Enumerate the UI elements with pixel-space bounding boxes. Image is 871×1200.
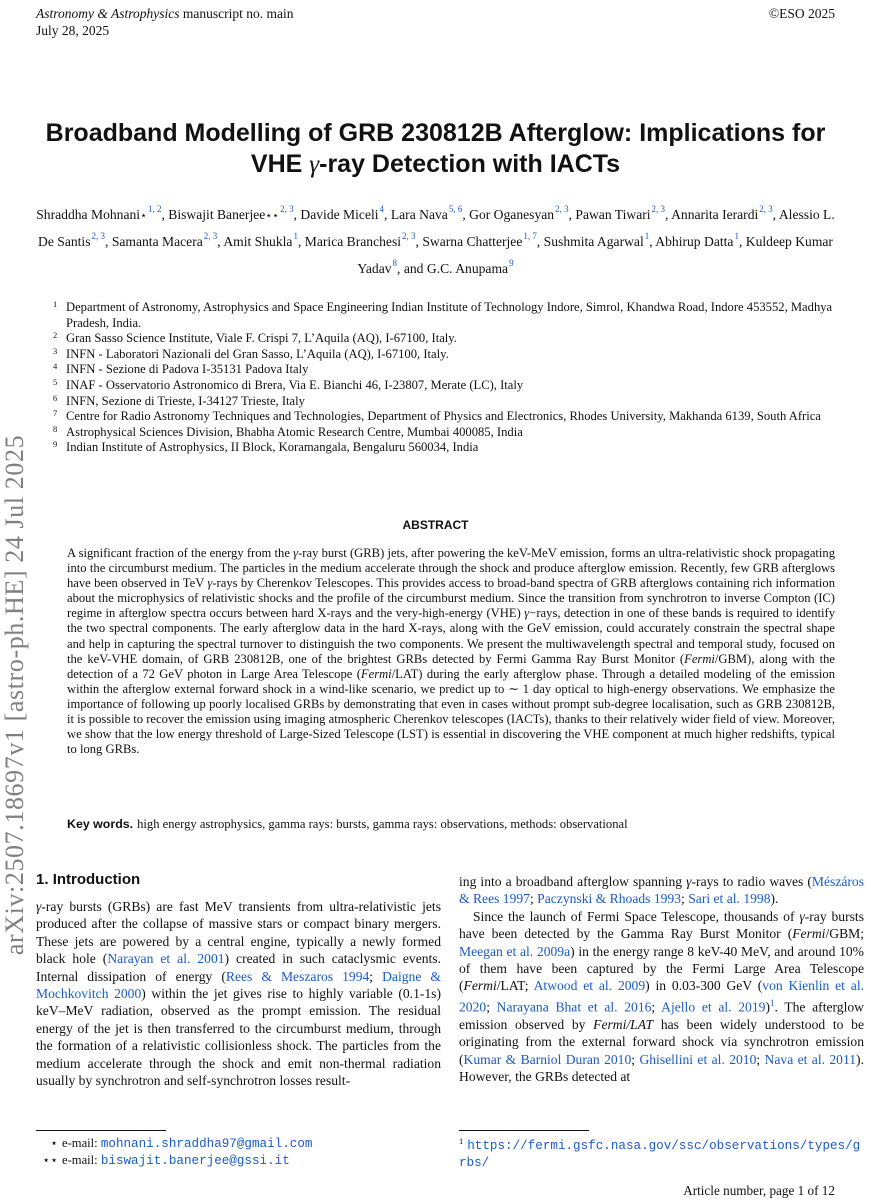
footnote-1 [459, 1133, 864, 1171]
author-name: Annarita Ierardi [671, 207, 759, 222]
citation-link[interactable]: Ghisellini et al. 2010 [639, 1051, 757, 1067]
author-affiliation-link[interactable]: 1, 7 [523, 231, 537, 241]
author: Sushmita Agarwal$^1$, [543, 231, 653, 249]
paper-title [30, 118, 841, 180]
author-name: Lara Nava [390, 207, 448, 222]
keywords-text: high energy astrophysics, gamma rays: bursts, gamma rays: observations, methods: observational [137, 817, 628, 831]
author-name: Kuldeep Kumar Yadav [357, 234, 833, 276]
affiliation [53, 361, 835, 378]
abstract-heading: ABSTRACT [402, 518, 469, 532]
affiliation-text: INFN - Sezione di Padova I-35131 Padova Italy [66, 362, 309, 377]
affiliation [53, 423, 835, 441]
email-footnote [36, 1153, 312, 1170]
affiliation-number: 8 [53, 423, 58, 434]
footnote-ref-link[interactable]: 1 [769, 997, 775, 1008]
author-email-footnotes [36, 1136, 312, 1169]
citation-link[interactable]: Rees & Meszaros 1994 [225, 968, 370, 984]
author: Shraddha Mohnani⋆$^{1, 2}$, [36, 204, 165, 222]
citation-link[interactable]: Ajello et al. 2019 [661, 999, 766, 1015]
affiliation-number: 5 [53, 376, 58, 387]
citation-link[interactable]: Meegan et al. 2009a [459, 943, 571, 959]
author-name: G.C. Anupama [426, 261, 509, 276]
affiliation [53, 392, 835, 410]
keywords [67, 817, 835, 832]
citation-link[interactable]: Atwood et al. 2009 [533, 978, 646, 994]
author-affiliation-link[interactable]: 2, 3 [91, 231, 105, 241]
author-affiliation-link[interactable]: 2, 3 [280, 204, 294, 214]
affiliation-text: INFN, Sezione di Trieste, I-34127 Trieste, Italy [66, 393, 305, 408]
author: Biswajit Banerjee⋆⋆$^{2, 3}$, [168, 204, 297, 222]
author-name: Pawan Tiwari [575, 207, 651, 222]
affiliation-text: INAF - Osservatorio Astronomico di Brera, Via E. Bianchi 46, I-23807, Merate (LC), Italy [66, 377, 524, 392]
author-affiliation-link[interactable]: 2, 3 [402, 231, 416, 241]
affiliation-number: 1 [53, 299, 58, 309]
affiliation [53, 376, 835, 394]
author-affiliation-link[interactable]: 1, 2 [147, 204, 162, 214]
affiliation-number: 6 [53, 392, 58, 403]
affiliation-number: 7 [53, 408, 58, 419]
author-affiliation-link[interactable]: 4 [379, 204, 385, 214]
author-name: Biswajit Banerjee [168, 207, 266, 222]
footnote-url-link[interactable]: https://fermi.gsfc.nasa.gov/ssc/observations/types/grbs/ [459, 1139, 861, 1171]
affiliation-text: Department of Astronomy, Astrophysics and Space Engineering Indian Institute of Technology Indore, Simrol, Khandwa Road, Indore 453552, Madhya Pradesh, India. [66, 300, 833, 330]
author: Kuldeep Kumar Yadav$^8$, and [357, 234, 833, 276]
author-affiliation-link[interactable]: 2, 3 [651, 204, 666, 214]
intro-paragraph-1: γ-ray bursts (GRBs) are fast MeV transients from ultra-relativistic jets produced after the collapse of massive stars or compact binary mergers. These jets are powered by a central engine, typically a newly formed black hole (Narayan et al. 2001) created in such cataclysmic events. Internal dissipation of energy (Rees & Meszaros 1994; Daigne & Mochkovitch 2000) within the jet gives rise to highly variable (0.1-1s) keV–MeV radiation, observed as the prompt emission. The residual energy of the jet is then transferred to the circumburst medium, through the formation of a relativistic collisionless shock. The particles from the medium accelerate through the shock and emit non-thermal radiation usually by synchrotron and self-synchrotron losses result- [36, 899, 442, 1089]
author-affiliation-link[interactable]: 1 [644, 231, 650, 241]
footnote-label: e-mail: [62, 1136, 101, 1150]
author-affiliation-link[interactable]: 2, 3 [203, 231, 218, 241]
author: Samanta Macera$^{2, 3}$, [111, 231, 221, 249]
author: Gor Oganesyan$^{2, 3}$, [469, 204, 572, 222]
journal-name: Astronomy & Astrophysics [36, 6, 180, 21]
author-affiliation-link[interactable]: 5, 6 [448, 204, 463, 214]
author-name: Abhirup Datta [655, 234, 734, 249]
author: Lara Nava$^{5, 6}$, [390, 204, 466, 222]
author-name: Shraddha Mohnani [36, 207, 141, 222]
author-affiliation-link[interactable]: 8 [392, 258, 398, 268]
author-name: Alessio L. De Santis [38, 207, 835, 249]
gamma-symbol: γ [309, 151, 320, 178]
citation-link[interactable]: von Kienlin et al. 2020 [459, 978, 864, 1015]
author-list [36, 202, 835, 283]
footnote-rule [459, 1130, 589, 1131]
citation-link[interactable]: Mészáros & Rees 1997 [459, 874, 864, 907]
footnote-mark: ⋆⋆ [42, 1152, 58, 1167]
author-name: Davide Miceli [300, 207, 379, 222]
manuscript-label: manuscript no. main [182, 6, 294, 21]
affiliation-number: 4 [53, 361, 58, 372]
author: Abhirup Datta$^1$, [655, 231, 743, 249]
running-header [36, 5, 293, 39]
footnote-label: e-mail: [62, 1152, 101, 1167]
author: Pawan Tiwari$^{2, 3}$, [575, 204, 669, 222]
abstract-text: A significant fraction of the energy from the γ-ray burst (GRB) jets, after powering the keV-MeV emission, forms an ultra-relativistic shock propagating into the circumburst medium. The particles in the medium accelerate through the shock and produce afterglow emission. Recently, few GRB afterglows have been observed in TeV γ-rays by Cherenkov Telescopes. This provides access to broad-band spectra of GRB afterglows containing rich information about the microphysics of relativistic shocks and the profile of the circumburst medium. Since the transition from synchrotron to inverse Compton (IC) regime in afterglow spectra occurs between hard X-rays and the very-high-energy (VHE) γ−rays, detection in one of these bands is required to identify the two spectral components. The early afterglow data in the hard X-rays, along with the GeV emission, could accurately constrain the spectral shape and help in capturing the spectral turnover to distinguish the two components. We present the multiwavelength spectral and temporal study, focused on the keV-VHE domain, of GRB 230812B, one of the brightest GRBs detected by Fermi Gamma Ray Burst Monitor (Fermi/GBM), along with the detection of a 72 GeV photon in Large Area Telescope (Fermi/LAT) during the early afterglow phase. Through a detailed modeling of the emission within the afterglow external forward shock in a wind-like scenario, we predict up to ∼ 1 day optical to high-energy observations. We emphasize the importance of following up poorly localised GRBs by demonstrating that even in cases without prompt sub-degree localisation, such as GRB 230812B, it is possible to recover the emission using imaging atmospheric Cherenkov telescopes (IACTs), thanks to their relatively wider field of view. Moreover, we show that the low energy threshold of Large-Sized Telescope (LST) is essential in discovering the VHE component at much higher redshifts, typical to long GRBs. [67, 546, 836, 757]
email-footnote [36, 1136, 312, 1153]
author: Swarna Chatterjee$^{1, 7}$, [422, 231, 541, 249]
email-link[interactable]: mohnani.shraddha97@gmail.com [100, 1137, 313, 1151]
keywords-label: Key words. [67, 817, 134, 831]
affiliation [53, 330, 835, 347]
affiliation [53, 299, 835, 331]
email-link[interactable]: biswajit.banerjee@gssi.it [100, 1153, 290, 1168]
author-affiliation-link[interactable]: 1 [734, 231, 739, 241]
affiliation-text: Astrophysical Sciences Division, Bhabha Atomic Research Centre, Mumbai 400085, India [66, 424, 523, 439]
affiliation [53, 439, 835, 456]
affiliation-text: Centre for Radio Astronomy Techniques and Technologies, Department of Physics and Electronics, Rhodes University, Makhanda 6139, South Africa [66, 409, 821, 424]
author-name: Amit Shukla [223, 234, 293, 249]
citation-link[interactable]: Narayana Bhat et al. 2016 [496, 999, 652, 1015]
title-line-1: Broadband Modelling of GRB 230812B Afterglow: Implications for [45, 119, 826, 147]
citation-link[interactable]: Narayan et al. 2001 [107, 951, 225, 967]
affiliation-text: Gran Sasso Science Institute, Viale F. Crispi 7, L’Aquila (AQ), I-67100, Italy. [66, 331, 457, 346]
author: Amit Shukla$^1$, [223, 231, 302, 249]
footnote-mark: ⋆ [50, 1136, 58, 1150]
author: Annarita Ierardi$^{2, 3}$, [671, 204, 777, 222]
affiliation [53, 408, 835, 425]
citation-link[interactable]: Paczynski & Rhoads 1993 [537, 891, 682, 907]
affiliation-list [53, 299, 835, 456]
author-name: Gor Oganesyan [469, 207, 555, 222]
affiliation-text: INFN - Laboratori Nazionali del Gran Sasso, L’Aquila (AQ), I-67100, Italy. [66, 346, 449, 361]
intro-column-right [459, 873, 864, 1085]
citation-link[interactable]: Sari et al. 1998 [688, 891, 771, 907]
author-name: Samanta Macera [111, 234, 203, 249]
author-mark: ⋆⋆ [265, 210, 280, 222]
author-name: Swarna Chatterjee [422, 234, 523, 249]
citation-link[interactable]: Nava et al. 2011 [764, 1051, 857, 1067]
author-affiliation-link[interactable]: 2, 3 [555, 204, 569, 214]
affiliation-number: 3 [53, 345, 58, 356]
footnote-number: 1 [459, 1136, 464, 1146]
author [426, 258, 514, 276]
copyright: ©ESO 2025 [768, 6, 835, 21]
section-heading: 1. Introduction [36, 871, 141, 888]
author: Marica Branchesi$^{2, 3}$, [304, 231, 419, 249]
affiliation-text: Indian Institute of Astrophysics, II Block, Koramangala, Bengaluru 560034, India [66, 440, 479, 455]
author-name: Sushmita Agarwal [543, 234, 644, 249]
title-line-2: VHE γ-ray Detection with IACTs [250, 150, 621, 178]
author-affiliation-link[interactable]: 9 [509, 258, 514, 268]
intro-paragraph-1-cont: ing into a broadband afterglow spanning γ-rays to radio waves (Mészáros & Rees 1997; Paczynski & Rhoads 1993; Sari et al. 1998). [459, 874, 864, 907]
author: Davide Miceli$^4$, [300, 204, 388, 222]
affiliation-number: 9 [53, 439, 58, 450]
author: Alessio L. De Santis$^{2, 3}$, [38, 207, 835, 249]
affiliation [53, 345, 835, 363]
citation-link[interactable]: Kumar & Barniol Duran 2010 [463, 1051, 632, 1067]
author-affiliation-link[interactable]: 2, 3 [759, 204, 773, 214]
arxiv-stamp: arXiv:2507.18697v1 [astro-ph.HE] 24 Jul 2025 [0, 434, 29, 956]
affiliation-number: 2 [53, 330, 58, 341]
intro-column-left [36, 898, 441, 1089]
header-date: July 28, 2025 [36, 23, 110, 38]
page-footer: Article number, page 1 of 12 [683, 1183, 835, 1198]
intro-paragraph-2: Since the launch of Fermi Space Telescope, thousands of γ-ray bursts have been detected by the Gamma Ray Burst Monitor (Fermi/GBM; Meegan et al. 2009a) in the energy range 8 keV-40 MeV, and around 10% of them have been captured by the Fermi Large Area Telescope (Fermi/LAT; Atwood et al. 2009) in 0.03-300 GeV (von Kienlin et al. 2020; Narayana Bhat et al. 2016; Ajello et al. 2019)$^1$. The afterglow emission observed by Fermi/LAT has been widely understood to be originating from the external forward shock via synchrotron emission (Kumar & Barniol Duran 2010; Ghisellini et al. 2010; Nava et al. 2011). However, the GRBs detected at [459, 908, 865, 1084]
author-mark: ⋆ [140, 210, 147, 222]
citation-link[interactable]: Daigne & Mochkovitch 2000 [36, 968, 441, 1002]
author-name: Marica Branchesi [304, 234, 402, 249]
footnote-rule [36, 1130, 166, 1131]
author-affiliation-link[interactable]: 1 [293, 231, 298, 241]
